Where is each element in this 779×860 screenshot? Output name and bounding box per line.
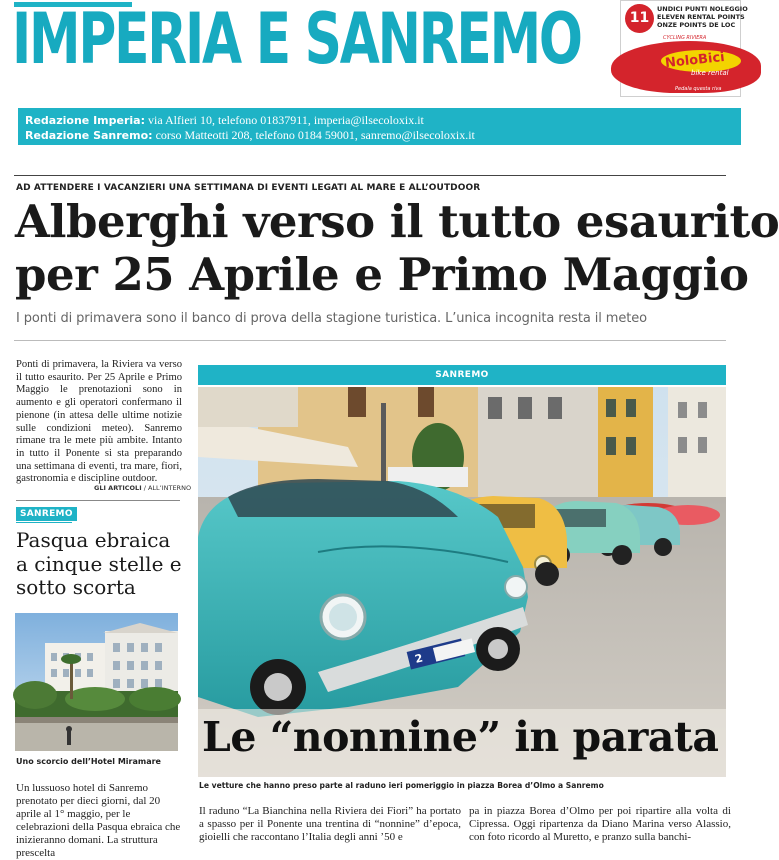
- ad-badge: 11: [625, 4, 654, 33]
- lead-headline[interactable]: [15, 195, 779, 301]
- imperia-text: via Alfieri 10, telefono 01837911, imperia@ilsecoloxix.it: [145, 113, 424, 127]
- car-plate-number: 2: [413, 651, 425, 666]
- section-title: IMPERIA E SANREMO: [12, 0, 581, 80]
- imperia-contact: [25, 113, 741, 128]
- byline-bold: GLI ARTICOLI: [94, 484, 142, 492]
- sanremo-contact: [25, 128, 741, 143]
- imperia-label: Redazione Imperia:: [25, 114, 145, 127]
- ad-footer: Pedala questa riva: [675, 86, 722, 92]
- divider: [14, 340, 726, 341]
- divider: [14, 175, 726, 176]
- ad-line: ELEVEN RENTAL POINTS: [657, 13, 745, 21]
- photo-section-tag: SANREMO: [198, 365, 726, 385]
- lead-headline-line2: per 25 Aprile e Primo Maggio: [15, 248, 749, 301]
- lead-subhead: I ponti di primavera sono il banco di prova della stagione turistica. L’unica incognita resta il meteo: [16, 311, 647, 326]
- hotel-miramare-photo: [15, 613, 178, 751]
- masthead-contact-bar: [18, 108, 741, 145]
- side-article-body: Un lussuoso hotel di Sanremo prenotato per dieci giorni, dal 20 aprile al 1° maggio, per le celebrazioni della Pasqua ebraica che inizieranno domani. La struttura prescelta: [16, 782, 181, 859]
- ad-tagline: bike rental: [691, 69, 729, 77]
- side-article-title[interactable]: Pasqua ebraica a cinque stelle e sotto scorta: [16, 528, 182, 599]
- ad-line: ONZE POINTS DE LOC: [657, 21, 736, 29]
- byline-rest: / ALL’INTERNO: [141, 484, 192, 492]
- ad-line: UNDICI PUNTI NOLEGGIO: [657, 5, 748, 13]
- side-section-tag: SANREMO: [16, 507, 77, 521]
- advertisement[interactable]: [620, 0, 748, 97]
- tag-underline: [16, 522, 72, 523]
- story-body-col2: pa in piazza Borea d’Olmo per poi ripartire alla volta di Cipressa. Oggi ripartenza da Diano Marina verso Alassio, con foto ricordo al Muretto, e pranzo sulla banchi-: [469, 805, 731, 843]
- story-body-col1: Il raduno “La Bianchina nella Riviera dei Fiori” ha portato a spasso per il Ponente una trentina di “nonnine” d’epoca, gioielli che raccontano l’Italia degli anni ’50 e: [199, 805, 461, 843]
- lead-headline-line1: Alberghi verso il tutto esaurito: [15, 195, 779, 248]
- hotel-photo-caption: Uno scorcio dell’Hotel Miramare: [16, 757, 161, 766]
- sanremo-label: Redazione Sanremo:: [25, 129, 153, 142]
- cars-photo-caption: Le vetture che hanno preso parte al raduno ieri pomeriggio in piazza Borea d’Olmo a Sanremo: [199, 781, 604, 790]
- ad-brand: NoloBici: [664, 49, 726, 72]
- photo-overlay-title[interactable]: Le “nonnine” in parata: [202, 713, 719, 761]
- lead-body: Ponti di primavera, la Riviera va verso il tutto esaurito. Per 25 Aprile e Primo Maggio le prenotazioni sono in aumento e gli operatori confermano il pienone (in attesa delle ultime notizie sulle condizioni meteo). Sanremo rimane tra le mete più ambite. Intanto in tutto il Ponente si sta preparando una settimana di eventi, tra mare, fiori, gastronomia e discipline outdoor.: [16, 359, 182, 485]
- lead-byline: [94, 484, 191, 492]
- lead-kicker: AD ATTENDERE I VACANZIERI UNA SETTIMANA DI EVENTI LEGATI AL MARE E ALL’OUTDOOR: [16, 183, 481, 193]
- divider: [16, 500, 180, 501]
- ad-sub: CYCLING RIVIERA: [663, 35, 707, 41]
- sanremo-text: corso Matteotti 208, telefono 0184 59001, sanremo@ilsecoloxix.it: [152, 128, 475, 142]
